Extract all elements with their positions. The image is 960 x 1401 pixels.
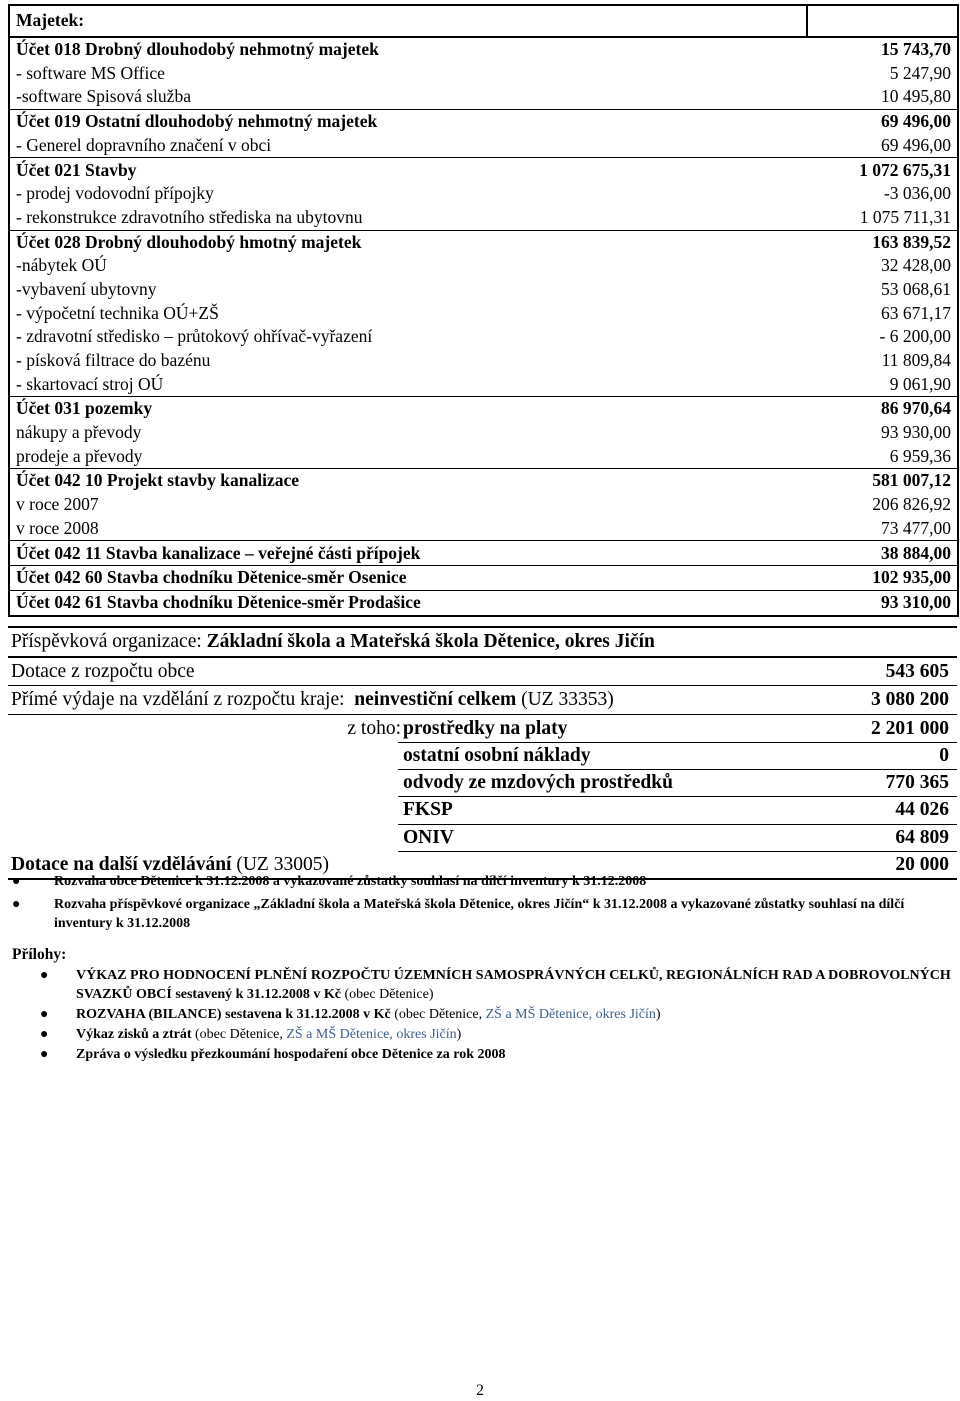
table-row (9, 349, 958, 373)
prilohy-title: Přílohy: (12, 946, 67, 963)
priloha-2-note: (obec Dětenice, (390, 1007, 486, 1022)
row-label: prodeje a převody (9, 445, 807, 469)
z-toho-item-label: prostředky na platy (403, 717, 568, 739)
notes-list (8, 872, 953, 937)
majetek-header-row (9, 5, 958, 37)
z-toho-label: z toho: (347, 717, 401, 739)
row-value: 581 007,12 (807, 469, 958, 493)
table-row (9, 517, 958, 541)
dotace-value: 543 605 (885, 661, 949, 682)
table-row (9, 182, 958, 206)
dalsi-vzdelavani-value: 20 000 (895, 854, 949, 876)
table-row (9, 206, 958, 230)
prime-vydaje-label: Přímé výdaje na vzdělání z rozpočtu kraje: (11, 689, 345, 711)
row-label: Účet 018 Drobný dlouhodobý nehmotný majetek (9, 37, 807, 62)
table-row (9, 469, 958, 493)
z-toho-item-label: odvody ze mzdových prostředků (403, 772, 673, 794)
priloha-2-link[interactable]: ZŠ a MŠ Dětenice, okres Jičín (485, 1007, 656, 1022)
row-value: 1 075 711,31 (807, 206, 958, 230)
row-label: Účet 021 Stavby (9, 158, 807, 182)
priloha-1-note: (obec Dětenice) (341, 987, 434, 1002)
priloha-3-end: ) (456, 1027, 462, 1042)
z-toho-row (8, 796, 957, 823)
note-text: Rozvaha příspěvkové organizace „Základní škola a Mateřská škola Dětenice, okres Jičín“ k 31.12.2008 a vykazované zůstatky souhlasí na dílčí inventury k 31.12.2008 (54, 897, 905, 931)
table-row (9, 373, 958, 397)
z-toho-item-label: FKSP (403, 799, 453, 821)
priloha-item (8, 1045, 953, 1064)
row-label: nákupy a převody (9, 421, 807, 445)
z-toho-item-label: ostatní osobní náklady (403, 744, 591, 766)
majetek-title: Majetek: (9, 5, 807, 37)
table-row (9, 445, 958, 469)
row-value: 38 884,00 (807, 541, 958, 566)
org-header (8, 626, 957, 658)
bullet-icon: ● (12, 874, 21, 889)
row-value: 32 428,00 (807, 254, 958, 278)
table-row (9, 590, 958, 615)
row-value: 69 496,00 (807, 110, 958, 134)
z-toho-item-value: 0 (939, 744, 949, 766)
table-row (9, 158, 958, 182)
row-label: - písková filtrace do bazénu (9, 349, 807, 373)
row-value: 163 839,52 (807, 230, 958, 254)
row-label: - zdravotní středisko – průtokový ohřívač-vyřazení (9, 325, 807, 349)
table-row (9, 85, 958, 109)
row-label: - prodej vodovodní přípojky (9, 182, 807, 206)
row-value: - 6 200,00 (807, 325, 958, 349)
note-item (8, 895, 953, 933)
row-value: 69 496,00 (807, 134, 958, 158)
table-row (9, 493, 958, 517)
row-label: - skartovací stroj OÚ (9, 373, 807, 397)
dalsi-vzdelavani-uz: (UZ 33005) (231, 854, 329, 876)
org-header-prefix: Příspěvková organizace: (11, 631, 207, 652)
bullet-icon: ● (40, 1027, 49, 1042)
row-value: 53 068,61 (807, 278, 958, 302)
z-toho-item-value: 44 026 (895, 799, 949, 821)
row-label: Účet 031 pozemky (9, 397, 807, 421)
z-toho-row (8, 769, 957, 796)
row-value: 9 061,90 (807, 373, 958, 397)
row-label: - výpočetní technika OÚ+ZŠ (9, 302, 807, 326)
table-row (9, 541, 958, 566)
table-row (9, 62, 958, 86)
priloha-item (8, 966, 953, 1004)
table-row (9, 278, 958, 302)
prime-vydaje-label-group (11, 686, 614, 713)
row-label: v roce 2007 (9, 493, 807, 517)
prilohy-list (8, 966, 953, 1065)
table-row (9, 397, 958, 421)
dotace-label: Dotace z rozpočtu obce (11, 661, 195, 682)
prime-vydaje-bold: neinvestiční celkem (354, 689, 517, 711)
table-row (9, 421, 958, 445)
bullet-icon: ● (40, 1007, 49, 1022)
table-row (9, 566, 958, 591)
table-row (9, 230, 958, 254)
row-value: 93 930,00 (807, 421, 958, 445)
z-toho-row (8, 715, 957, 742)
note-text: Rozvaha obce Dětenice k 31.12.2008 a vykazované zůstatky souhlasí na dílčí inventury k 31.12.2008 (54, 874, 647, 889)
row-value: 206 826,92 (807, 493, 958, 517)
majetek-table-body (9, 5, 958, 616)
priloha-3-note: (obec Dětenice, (191, 1027, 287, 1042)
row-value: 11 809,84 (807, 349, 958, 373)
bullet-icon: ● (12, 897, 21, 912)
row-label: Účet 042 61 Stavba chodníku Dětenice-směr Prodašice (9, 590, 807, 615)
prime-vydaje-value: 3 080 200 (871, 689, 949, 711)
row-value: 15 743,70 (807, 37, 958, 62)
row-value: 10 495,80 (807, 85, 958, 109)
table-row (9, 254, 958, 278)
table-row (9, 110, 958, 134)
table-row (9, 325, 958, 349)
row-value: -3 036,00 (807, 182, 958, 206)
row-label: Účet 042 60 Stavba chodníku Dětenice-směr Osenice (9, 566, 807, 591)
row-value: 5 247,90 (807, 62, 958, 86)
row-value: 86 970,64 (807, 397, 958, 421)
note-item (8, 872, 953, 891)
row-value: 63 671,17 (807, 302, 958, 326)
z-toho-item-value: 770 365 (885, 772, 949, 794)
row-value: 93 310,00 (807, 590, 958, 615)
bullet-icon: ● (40, 1047, 49, 1062)
dotace-row (8, 658, 957, 686)
row-label: Účet 042 11 Stavba kanalizace – veřejné části přípojek (9, 541, 807, 566)
bullet-icon: ● (40, 968, 49, 983)
row-value: 102 935,00 (807, 566, 958, 591)
row-label: -nábytek OÚ (9, 254, 807, 278)
priloha-item (8, 1025, 953, 1044)
priloha-3-bold: Výkaz zisků a ztrát (76, 1027, 192, 1042)
row-label: -vybavení ubytovny (9, 278, 807, 302)
prispevkova-organizace-section (8, 626, 957, 880)
priloha-2-bold: ROZVAHA (BILANCE) sestavena k 31.12.2008 v Kč (76, 1007, 391, 1022)
table-row (9, 134, 958, 158)
priloha-3-link[interactable]: ZŠ a MŠ Dětenice, okres Jičín (286, 1027, 457, 1042)
priloha-1-bold: VÝKAZ PRO HODNOCENÍ PLNĚNÍ ROZPOČTU ÚZEMNÍCH SAMOSPRÁVNÝCH CELKŮ, REGIONÁLNÍCH RAD A DOBROVOLNÝCH SVAZKŮ OBCÍ sestavený k 31.12.2008 v Kč (76, 968, 951, 1002)
dalsi-vzdelavani-label: Dotace na další vzdělávání (11, 854, 232, 876)
row-label: -software Spisová služba (9, 85, 807, 109)
row-label: - software MS Office (9, 62, 807, 86)
page-number: 2 (476, 1382, 484, 1399)
prime-vydaje-uz: (UZ 33353) (516, 689, 614, 711)
table-row (9, 37, 958, 62)
z-toho-rows (8, 715, 957, 851)
z-toho-row (8, 824, 957, 851)
org-name: Základní škola a Mateřská škola Dětenice, okres Jičín (206, 631, 655, 652)
row-label: v roce 2008 (9, 517, 807, 541)
majetek-header-empty-cell (807, 5, 958, 37)
z-toho-row (8, 742, 957, 769)
row-label: Účet 028 Drobný dlouhodobý hmotný majetek (9, 230, 807, 254)
row-label: - Generel dopravního značení v obci (9, 134, 807, 158)
priloha-2-end: ) (655, 1007, 661, 1022)
majetek-table (8, 4, 959, 617)
z-toho-item-label: ONIV (403, 826, 454, 848)
row-value: 73 477,00 (807, 517, 958, 541)
table-row (9, 302, 958, 326)
z-toho-item-value: 64 809 (895, 826, 949, 848)
priloha-4-bold: Zpráva o výsledku přezkoumání hospodaření obce Dětenice za rok 2008 (76, 1047, 506, 1062)
z-toho-item-value: 2 201 000 (871, 717, 949, 739)
row-label: Účet 042 10 Projekt stavby kanalizace (9, 469, 807, 493)
priloha-item (8, 1005, 953, 1024)
row-value: 1 072 675,31 (807, 158, 958, 182)
row-value: 6 959,36 (807, 445, 958, 469)
row-label: - rekonstrukce zdravotního střediska na ubytovnu (9, 206, 807, 230)
prime-vydaje-row (8, 686, 957, 714)
row-label: Účet 019 Ostatní dlouhodobý nehmotný majetek (9, 110, 807, 134)
